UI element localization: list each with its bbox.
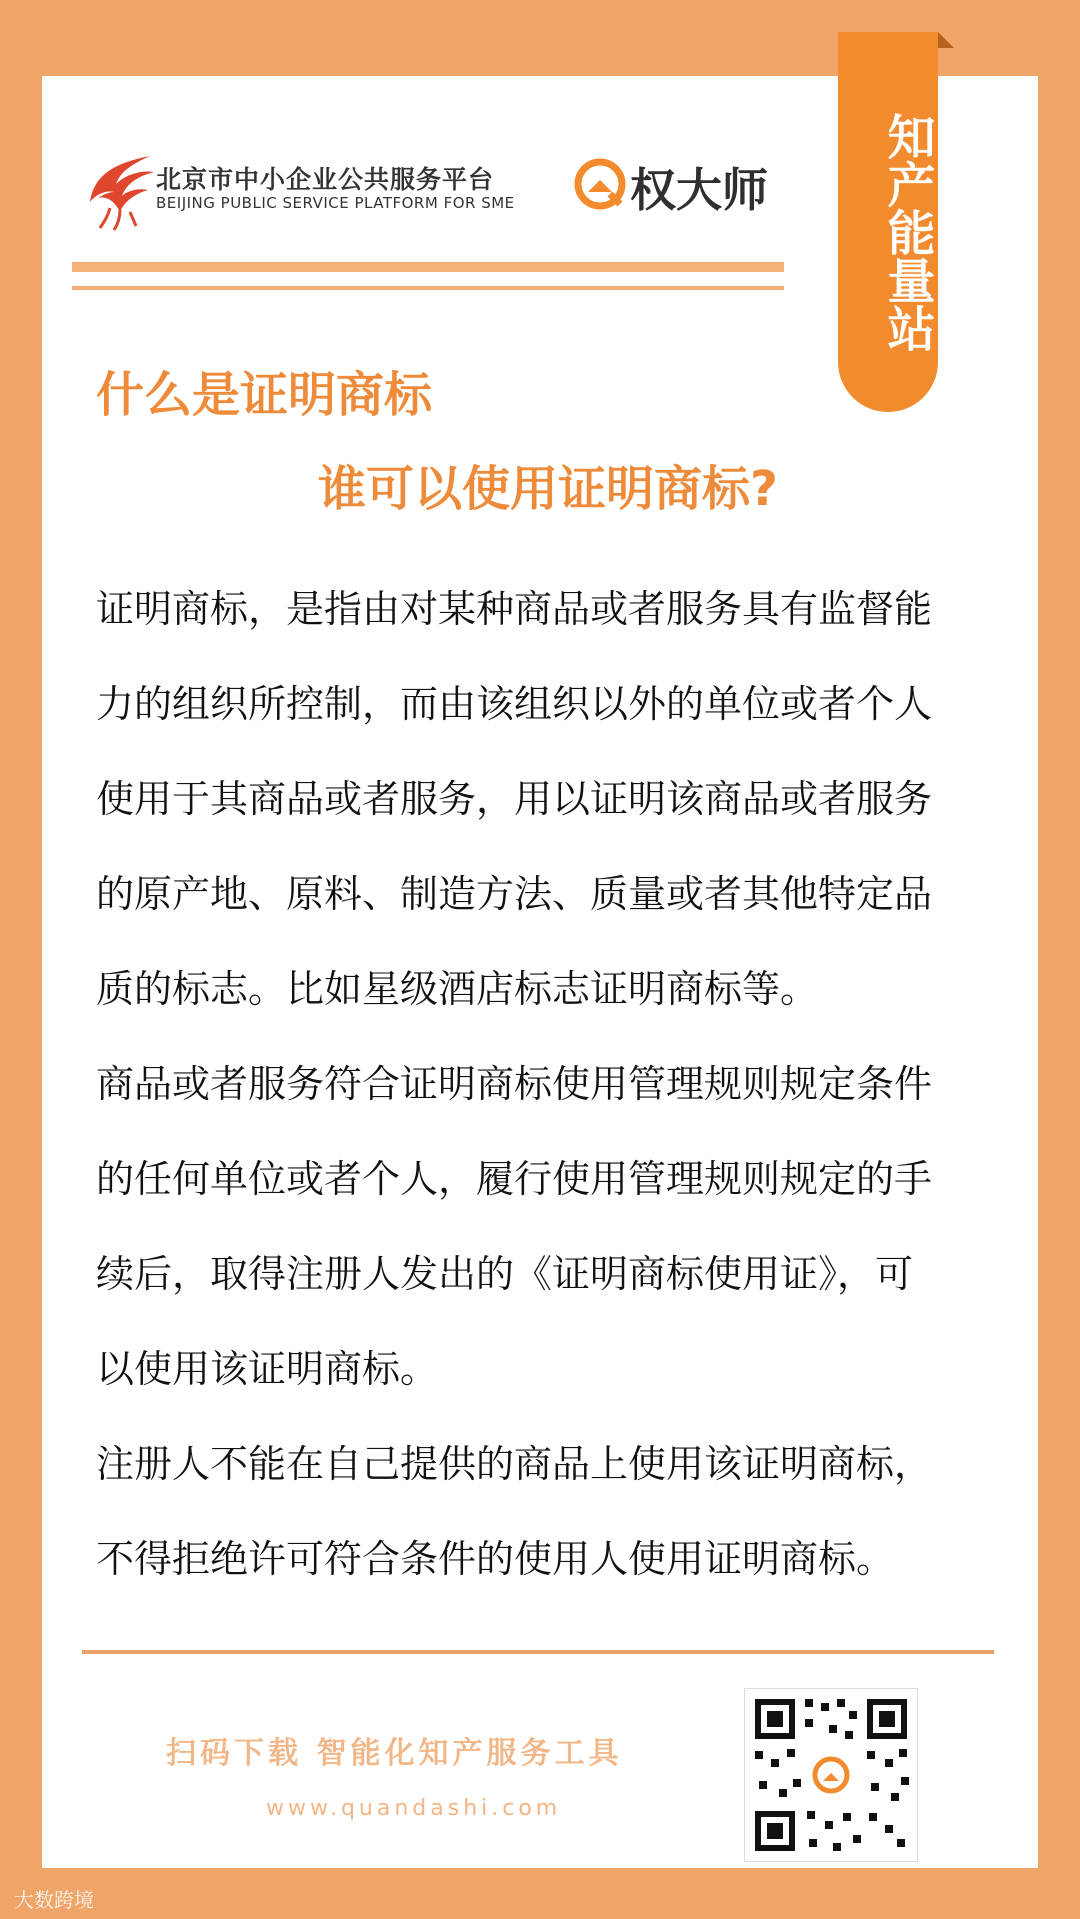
watermark: 大数跨境: [14, 1888, 94, 1912]
sme-name-en: BEIJING PUBLIC SERVICE PLATFORM FOR SME: [156, 194, 515, 212]
divider-thin: [72, 286, 784, 290]
q-logo-icon: [574, 158, 626, 210]
ribbon-label: 知产能量站: [879, 112, 935, 352]
website-link[interactable]: www.quandashi.com: [266, 1796, 562, 1821]
body-line: 的任何单位或者个人，履行使用管理规则规定的手: [96, 1157, 933, 1201]
body-line: 不得拒绝许可符合条件的使用人使用证明商标。: [96, 1537, 895, 1581]
body-line: 力的组织所控制，而由该组织以外的单位或者个人: [96, 682, 933, 726]
body-line: 质的标志。比如星级酒店标志证明商标等。: [96, 967, 819, 1011]
body-line: 以使用该证明商标。: [96, 1347, 439, 1391]
body-line: 续后，取得注册人发出的《证明商标使用证》，可: [96, 1252, 914, 1296]
phoenix-logo-icon: [80, 142, 160, 234]
qr-code-icon[interactable]: [744, 1688, 918, 1862]
brand-name: 权大师: [630, 163, 768, 217]
body-text: [96, 562, 986, 1607]
footer-slogan: 扫码下载 智能化知产服务工具: [166, 1736, 623, 1771]
title-line-1: 什么是证明商标: [96, 367, 433, 423]
body-line: 商品或者服务符合证明商标使用管理规则规定条件: [96, 1062, 933, 1106]
divider-bottom: [82, 1650, 994, 1654]
title-line-2: 谁可以使用证明商标?: [318, 461, 778, 517]
ribbon-fold: [938, 32, 954, 48]
body-line: 的原产地、原料、制造方法、质量或者其他特定品: [96, 872, 933, 916]
body-line: 注册人不能在自己提供的商品上使用该证明商标，: [96, 1442, 933, 1486]
divider-thick: [72, 262, 784, 272]
body-line: 证明商标，是指由对某种商品或者服务具有监督能: [96, 587, 933, 631]
sme-name-cn: 北京市中小企业公共服务平台: [156, 165, 495, 194]
body-line: 使用于其商品或者服务，用以证明该商品或者服务: [96, 777, 933, 821]
